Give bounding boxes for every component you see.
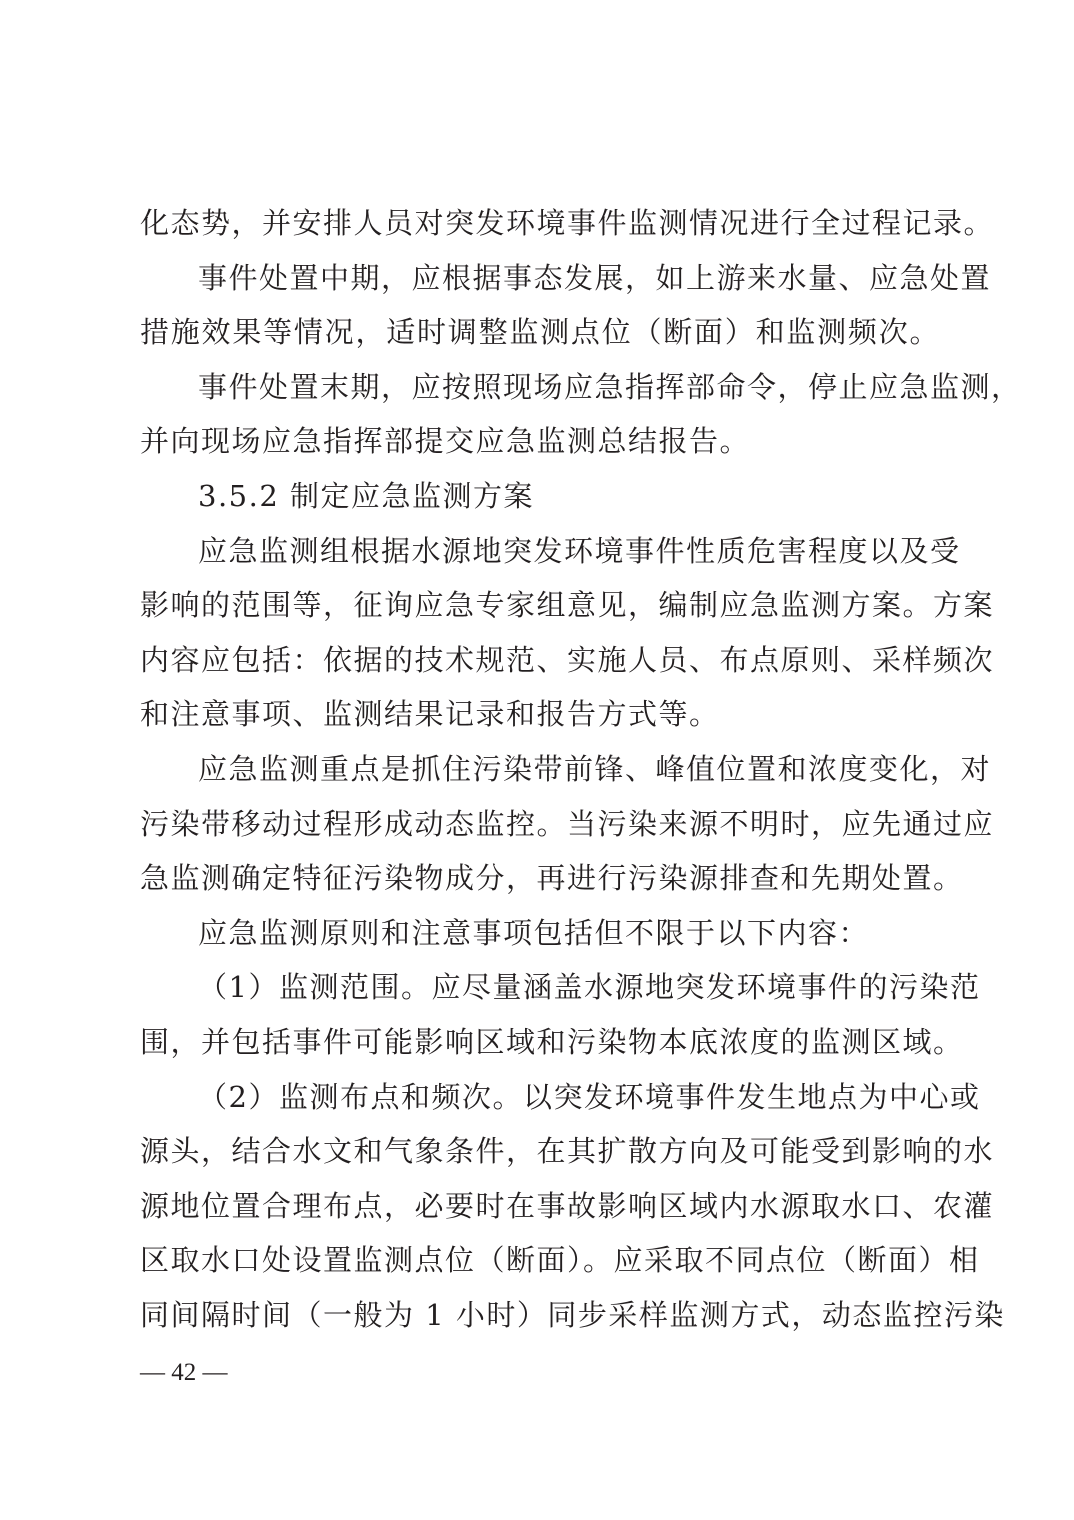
text-line: 应急监测原则和注意事项包括但不限于以下内容： xyxy=(198,915,870,950)
text-line: 围，并包括事件可能影响区域和污染物本底浓度的监测区域。 xyxy=(140,1024,964,1059)
text-line: 和注意事项、监测结果记录和报告方式等。 xyxy=(140,697,720,732)
text-line: 措施效果等情况，适时调整监测点位（断面）和监测频次。 xyxy=(140,315,940,350)
text-line: 源地位置合理布点，必要时在事故影响区域内水源取水口、农灌 xyxy=(140,1188,995,1223)
text-line: （2）监测布点和频次。以突发环境事件发生地点为中心或 xyxy=(198,1079,981,1114)
section-heading: 3.5.2 制定应急监测方案 xyxy=(198,478,535,513)
text-line: （1）监测范围。应尽量涵盖水源地突发环境事件的污染范 xyxy=(198,970,981,1005)
page-number: — 42 — xyxy=(140,1359,228,1386)
text-line: 事件处置末期，应按照现场应急指挥部命令，停止应急监测， xyxy=(198,369,1022,404)
text-line: 同间隔时间（一般为 1 小时）同步采样监测方式，动态监控污染 xyxy=(140,1297,1005,1332)
text-line: 应急监测组根据水源地突发环境事件性质危害程度以及受 xyxy=(198,533,961,568)
text-line: 源头，结合水文和气象条件，在其扩散方向及可能受到影响的水 xyxy=(140,1134,995,1169)
text-line: 化态势，并安排人员对突发环境事件监测情况进行全过程记录。 xyxy=(140,206,995,240)
text-line: 并向现场应急指挥部提交应急监测总结报告。 xyxy=(140,424,751,459)
text-line: 污染带移动过程形成动态监控。当污染来源不明时，应先通过应 xyxy=(140,806,995,841)
text-line: 事件处置中期，应根据事态发展，如上游来水量、应急处置 xyxy=(198,260,992,295)
text-line: 区取水口处设置监测点位（断面）。应采取不同点位（断面）相 xyxy=(140,1243,980,1278)
body-text xyxy=(140,196,1022,1342)
text-line: 影响的范围等，征询应急专家组意见，编制应急监测方案。方案 xyxy=(140,588,995,623)
text-line: 内容应包括：依据的技术规范、实施人员、布点原则、采样频次 xyxy=(140,642,995,677)
text-line: 急监测确定特征污染物成分，再进行污染源排查和先期处置。 xyxy=(140,861,964,896)
text-line: 应急监测重点是抓住污染带前锋、峰值位置和浓度变化，对 xyxy=(198,751,992,786)
